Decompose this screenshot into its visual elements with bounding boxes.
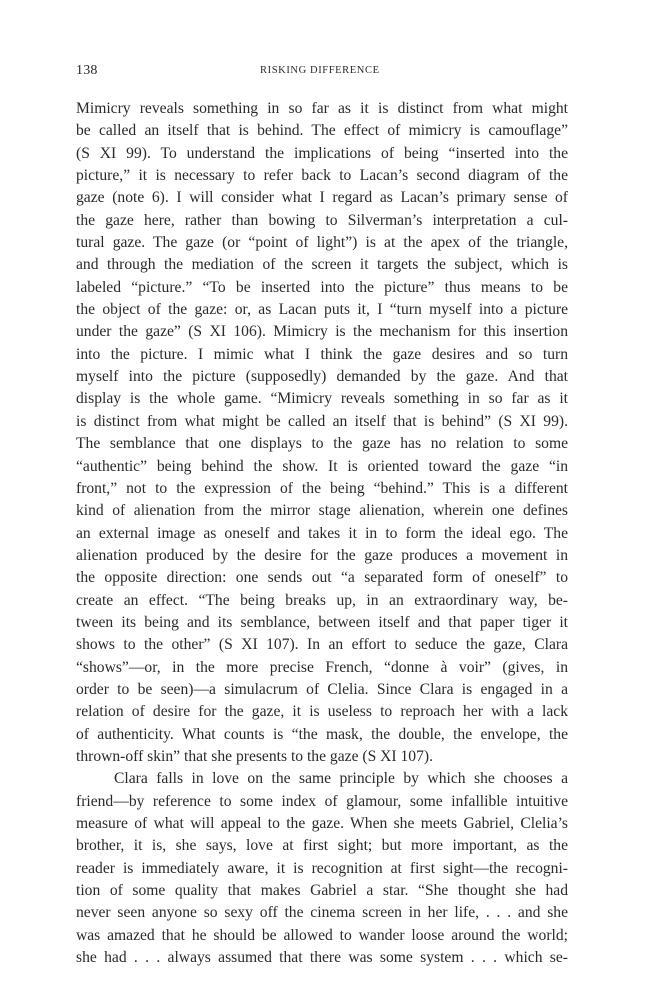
- text-line: the gaze here, rather than bowing to Silverman’s interpretation a cul-: [76, 211, 568, 229]
- text-line: under the gaze” (S XI 106). Mimicry is the mechanism for this insertion: [76, 323, 568, 341]
- text-line: shows to the other” (S XI 107). In an effort to seduce the gaze, Clara: [76, 636, 568, 654]
- text-line: brother, it is, she says, love at first sight; but more important, as the: [76, 837, 568, 855]
- text-line: an external image as oneself and takes it in to form the ideal ego. The: [76, 524, 568, 542]
- text-line: tural gaze. The gaze (or “point of light”) is at the apex of the triangle,: [76, 234, 568, 252]
- text-line: the opposite direction: one sends out “a separated form of oneself” to: [76, 569, 568, 587]
- text-line: be called an itself that is behind. The effect of mimicry is camouflage”: [76, 122, 568, 140]
- text-line: Mimicry reveals something in so far as it is distinct from what might: [76, 100, 568, 117]
- text-line: front,” not to the expression of the being “behind.” This is a different: [76, 479, 568, 497]
- text-line: friend—by reference to some index of glamour, some infallible intuitive: [76, 792, 568, 810]
- text-line: into the picture. I mimic what I think the gaze desires and so turn: [76, 345, 568, 363]
- text-line-paragraph-start: Clara falls in love on the same principle by which she chooses a: [114, 770, 568, 788]
- text-line: alienation produced by the desire for the gaze produces a movement in: [76, 546, 568, 564]
- body-text: [76, 98, 568, 969]
- text-line: display is the whole game. “Mimicry reveals something in so far as it: [76, 390, 568, 408]
- text-line: “authentic” being behind the show. It is oriented toward the gaze “in: [76, 457, 568, 475]
- running-title: RISKING DIFFERENCE: [260, 65, 380, 76]
- text-line: never seen anyone so sexy off the cinema screen in her life, . . . and she: [76, 904, 568, 922]
- text-line: (S XI 99). To understand the implications of being “inserted into the: [76, 144, 568, 162]
- text-line: The semblance that one displays to the gaze has no relation to some: [76, 435, 568, 453]
- text-line: and through the mediation of the screen it targets the subject, which is: [76, 256, 568, 274]
- text-line: labeled “picture.” “To be inserted into the picture” thus means to be: [76, 278, 568, 296]
- text-line: kind of alienation from the mirror stage alienation, wherein one defines: [76, 502, 568, 520]
- text-line: she had . . . always assumed that there was some system . . . which se-: [76, 949, 568, 967]
- text-line: reader is immediately aware, it is recognition at first sight—the recogni-: [76, 859, 568, 877]
- text-line: “shows”—or, in the more precise French, “donne à voir” (gives, in: [76, 658, 568, 676]
- text-line: measure of what will appeal to the gaze. When she meets Gabriel, Clelia’s: [76, 815, 568, 832]
- text-line: gaze (note 6). I will consider what I regard as Lacan’s primary sense of: [76, 189, 568, 207]
- text-line: order to be seen)—a simulacrum of Clelia. Since Clara is engaged in a: [76, 680, 568, 698]
- text-line: of authenticity. What counts is “the mask, the double, the envelope, the: [76, 725, 568, 743]
- text-line-paragraph-end: thrown-off skin” that she presents to the gaze (S XI 107).: [76, 747, 433, 765]
- text-line: the object of the gaze: or, as Lacan puts it, I “turn myself into a picture: [76, 301, 568, 319]
- text-line: create an effect. “The being breaks up, in an extraordinary way, be-: [76, 591, 568, 609]
- text-line: tween its being and its semblance, between itself and that paper tiger it: [76, 613, 568, 631]
- text-line: picture,” it is necessary to refer back to Lacan’s second diagram of the: [76, 167, 568, 185]
- text-line: myself into the picture (supposedly) demanded by the gaze. And that: [76, 368, 568, 386]
- text-line: was amazed that he should be allowed to wander loose around the world;: [76, 926, 568, 944]
- text-line: tion of some quality that makes Gabriel a star. “She thought she had: [76, 882, 568, 900]
- text-line: relation of desire for the gaze, it is useless to reproach her with a lack: [76, 703, 568, 721]
- text-line: is distinct from what might be called an itself that is behind” (S XI 99).: [76, 412, 568, 430]
- page-number: 138: [76, 63, 98, 78]
- running-head: [76, 63, 568, 81]
